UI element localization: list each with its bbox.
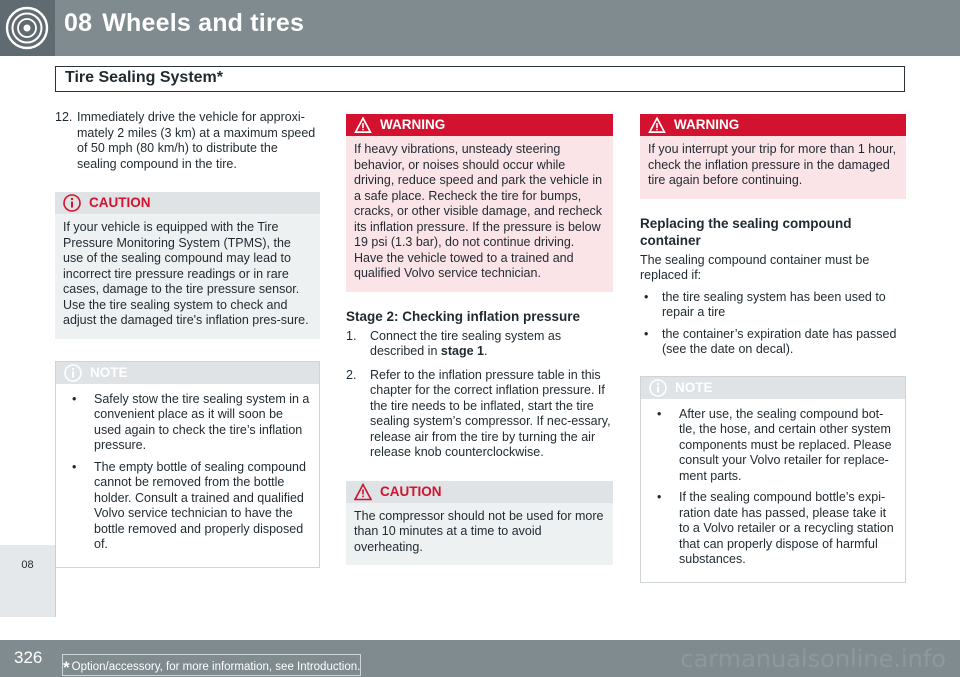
caution-title: CAUTION: [380, 483, 442, 499]
note-bullet-text: The empty bottle of sealing compound cannot be removed from the bottle holder. Consult a trained and qualified Volvo service technician to have the bottle removed and properly disposed of.: [94, 459, 306, 551]
caution-title: CAUTION: [89, 195, 151, 210]
note-bullet: [64, 460, 311, 553]
note-bullet-text: Safely stow the tire sealing system in a convenient place as it will soon be used again to check the tire’s inflation pressure.: [94, 391, 310, 452]
list-item-text: the tire sealing system has been used to repair a tire: [662, 289, 886, 319]
bullet-glyph: •: [644, 289, 649, 304]
list-item: [640, 327, 906, 358]
step-2: [346, 368, 613, 461]
note-bullet-text: After use, the sealing compound bot-tle, the hose, and certain other system components must be replaced. Please consult your Volvo retailer for replace-ment parts.: [679, 406, 892, 483]
bullet-glyph: •: [72, 459, 77, 474]
bullet-glyph: •: [657, 406, 662, 421]
footnote-star: *: [63, 658, 70, 677]
footer-note-text: Option/accessory, for more information, see Introduction.: [71, 661, 361, 673]
column-middle: [346, 110, 613, 575]
chapter-icon-box: [0, 0, 55, 56]
note-bullet: [649, 490, 897, 568]
step-number: 1.: [346, 328, 357, 343]
step-number: 12.: [55, 110, 73, 124]
note-box: [640, 376, 906, 583]
column-left: [55, 110, 320, 578]
page-number-box: [0, 640, 55, 677]
warning-title: WARNING: [674, 117, 740, 132]
chapter-header: [0, 0, 960, 56]
note-body: [56, 384, 319, 567]
caution-text: If your vehicle is equipped with the Tire Pressure Monitoring System (TPMS), the use of the sealing compound may lead to incorrect tire pressure readings or in rare cases, damage to the tire pressure sensor. Use the tire sealing system to check and adjust the damaged tire's inflation pres-sure.: [55, 214, 320, 339]
watermark: carmanualsonline.info: [680, 645, 946, 673]
column-right: [640, 110, 906, 593]
step-text: Immediately drive the vehicle for approxi-mately 2 miles (3 km) at a maximum speed of 50 mph (80 km/h) to distribute the sealing compound in the tire.: [77, 110, 316, 171]
bullet-glyph: •: [644, 326, 649, 341]
step-1: [346, 329, 613, 360]
step-12: [55, 110, 320, 172]
side-tab-label: 08: [21, 559, 34, 571]
note-bullet: [649, 407, 897, 485]
wheel-icon: [0, 0, 55, 56]
note-header: [56, 362, 319, 384]
warning-text: If heavy vibrations, unsteady steering behavior, or noises should occur while driving, reduce speed and park the vehicle in a safe place. Recheck the tire for bumps, cracks, or other visible damage, and recheck its inflation pressure. If the pressure is below 19 psi (1.3 bar), do not continue driving. Have the vehicle towed to a trained and qualified Volvo service technician.: [346, 136, 613, 292]
section-heading: Stage 2: Checking inflation pressure: [346, 308, 581, 324]
bullet-glyph: •: [657, 490, 662, 504]
section-title: Tire Sealing System*: [65, 69, 223, 86]
intro-text: The sealing compound container must be replaced if:: [640, 252, 870, 282]
note-bullet: [64, 392, 311, 454]
step-text: Connect the tire sealing system as described in: [370, 328, 562, 358]
caution-header: [55, 192, 320, 214]
chapter-side-tab: [0, 545, 56, 617]
list-item-text: the container’s expiration date has passed (see the date on decal).: [662, 326, 897, 356]
caution-box: [346, 481, 613, 566]
info-icon: [63, 194, 81, 212]
warning-box: [640, 114, 906, 199]
info-icon: [649, 379, 667, 397]
note-bullet-text: If the sealing compound bottle’s expi-ration date has passed, please take it to a Volvo retailer or a recycling station that can properly dispose of harmful substances.: [679, 490, 894, 566]
caution-box: [55, 192, 320, 339]
caution-text: The compressor should not be used for more than 10 minutes at a time to avoid overheating.: [346, 503, 613, 566]
caution-header: [346, 481, 613, 503]
footer-note: [62, 654, 361, 676]
warning-header: [640, 114, 906, 136]
chapter-title: [64, 9, 304, 38]
chapter-number: 08: [64, 9, 93, 37]
step-number: 2.: [346, 367, 357, 382]
step-bold-ref: stage 1: [440, 344, 484, 358]
warning-triangle-icon: [648, 116, 666, 134]
warning-header: [346, 114, 613, 136]
section-heading: Replacing the sealing compound container: [640, 215, 852, 248]
chapter-title-text: Wheels and tires: [102, 9, 305, 37]
note-header: [641, 377, 905, 399]
step-text-tail: .: [483, 344, 488, 358]
section-title-bar: [55, 66, 905, 92]
info-icon: [64, 364, 82, 382]
note-box: [55, 361, 320, 568]
note-title: NOTE: [90, 364, 128, 380]
step-text: Refer to the inflation pressure table in this chapter for the correct inflation pressure. If the tire needs to be inflated, start the tire sealing system’s compressor. If nec-essary, release air from the tire by turning the air release knob counterclockwise.: [370, 367, 611, 459]
list-item: [640, 290, 906, 321]
warning-title: WARNING: [380, 117, 446, 132]
page-number: 326: [14, 648, 43, 667]
warning-triangle-icon: [354, 483, 372, 501]
warning-box: [346, 114, 613, 292]
bullet-glyph: •: [72, 391, 77, 406]
warning-triangle-icon: [354, 116, 372, 134]
warning-text: If you interrupt your trip for more than 1 hour, check the inflation pressure in the damaged tire again before continuing.: [640, 136, 906, 199]
note-body: [641, 399, 905, 582]
note-title: NOTE: [675, 379, 713, 395]
